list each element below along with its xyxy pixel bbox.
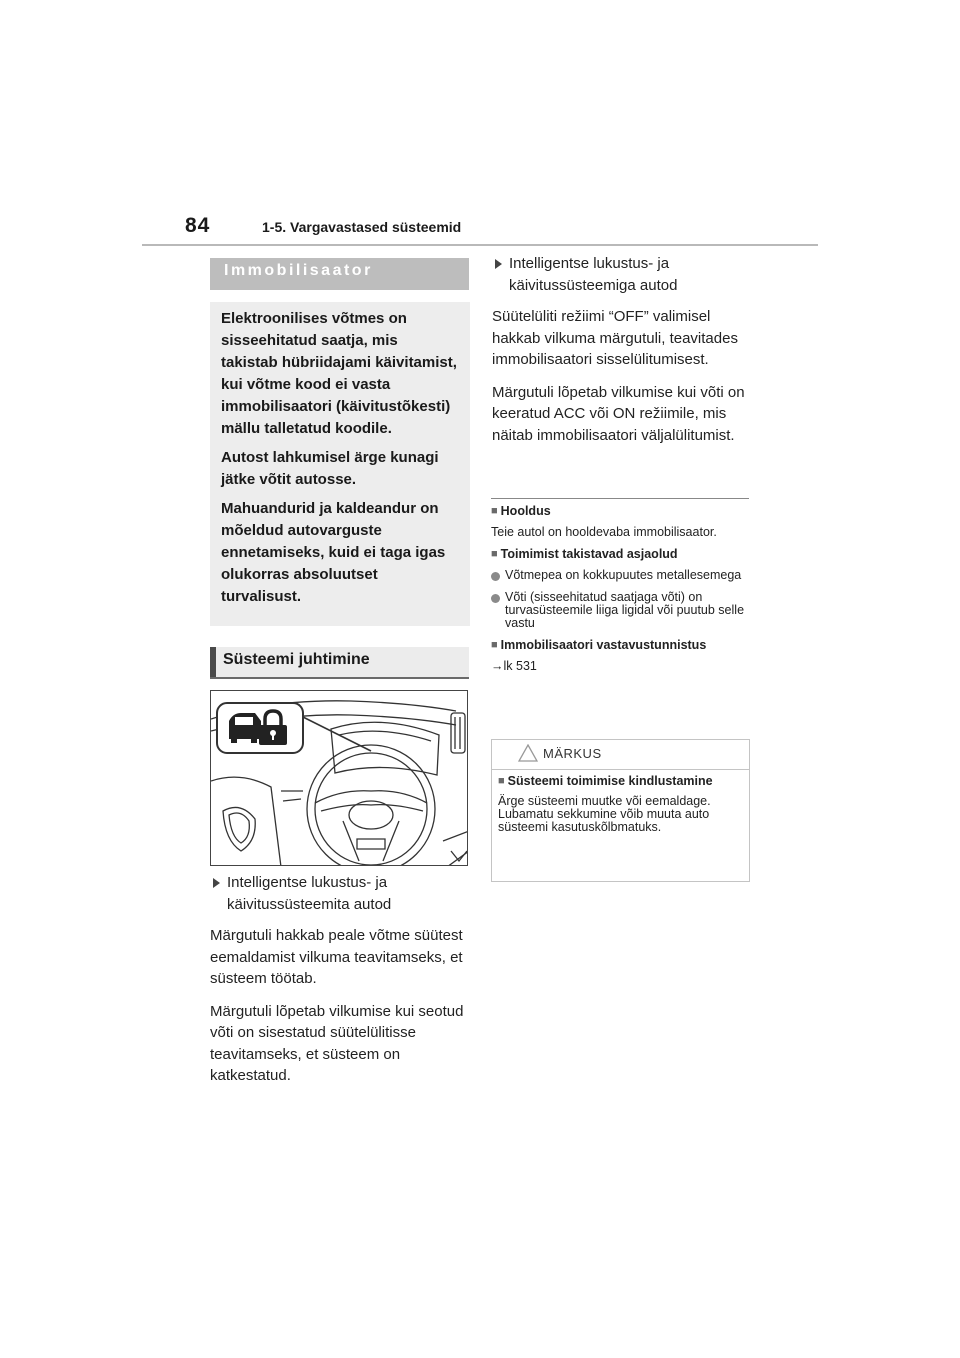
notes-divider [491, 498, 749, 499]
without-smart-paragraph: Märgutuli lõpetab vilkumise kui seotud võti on sisestatud süütelülitisse teavitamseks, et süsteem on katkestatud. [210, 1002, 464, 1084]
section-title: 1-5. Vargavastased süsteemid [262, 219, 462, 235]
vastavus-title: Immobilisaatori vastavustunnistus [500, 638, 707, 652]
immobilisaator-paragraph: Mahuandurid ja kaldeandur on mõeldud autovarguste ennetamiseks, kuid ei taga igas olukorras absoluutset turvalisust. [221, 500, 446, 605]
toimimist-title: Toimimist takistavad asjaolud [500, 547, 678, 561]
page-number: 84 [185, 214, 211, 237]
with-smart-paragraph: Süütelüliti režiimi “OFF” valimisel hakkab vilkuma märgutuli, teavitades immobilisaatori sisselülitumisest. [492, 308, 738, 368]
steering-wheel-dashboard-icon [211, 691, 468, 866]
square-bullet-icon: ■ [491, 548, 498, 560]
with-smart-system-section [492, 253, 754, 457]
immobilisaator-info-box [210, 302, 470, 626]
dashboard-illustration [210, 690, 468, 866]
header-divider [142, 244, 818, 246]
hooldus-title: Hooldus [500, 504, 551, 518]
immobilisaator-heading: Immobilisaator [210, 258, 469, 290]
list-item: Võti (sisseehitatud saatjaga võti) on turvasüsteemile liiga ligidal või puutub selle vastu [491, 591, 753, 630]
circle-bullet-icon [491, 572, 500, 581]
hooldus-text: Teie autol on hooldevaba immobilisaator. [491, 525, 717, 539]
square-bullet-icon: ■ [498, 775, 505, 787]
warning-text: Ärge süsteemi muutke või eemaldage. Lubamatu sekkumine võib muuta auto süsteemi kasutuskõlbmatuks. [498, 794, 711, 834]
circle-bullet-icon [491, 594, 500, 603]
square-bullet-icon: ■ [491, 639, 498, 651]
system-heading-rule [210, 677, 469, 679]
square-bullet-icon: ■ [491, 505, 498, 517]
warning-title: Süsteemi toimimise kindlustamine [507, 774, 713, 788]
without-smart-paragraph: Märgutuli hakkab peale võtme süütest eemaldamist vilkuma teavitamseks, et süsteem töötab. [210, 927, 463, 987]
with-smart-paragraph: Märgutuli lõpetab vilkumise kui võti on keeratud ACC või ON režiimile, mis näitab immobilisaatori väljalülitumist. [492, 383, 745, 444]
immobilisaator-paragraph: Elektroonilises võtmes on sisseehitatud saatja, mis takistab hübriidajami käivitamist, kui võtme kood ei vasta immobilisaatori (käivitustõkesti) mällu talletatud koodile. [221, 310, 457, 437]
warning-box [491, 739, 750, 882]
immobilisaator-paragraph: Autost lahkumisel ärge kunagi jätke võtit autosse. [221, 449, 439, 488]
warning-triangle-icon [518, 744, 538, 762]
without-smart-title: Intelligentse lukustus- ja käivitussüsteemita autod [227, 874, 392, 913]
triangle-bullet-icon [495, 259, 502, 269]
page-reference-link[interactable]: →lk 531 [491, 659, 537, 673]
list-item: Võtmepea on kokkupuutes metallesemega [491, 569, 753, 582]
with-smart-title: Intelligentse lukustus- ja käivitussüsteemiga autod [509, 255, 678, 294]
without-smart-system-section [210, 872, 472, 1098]
notes-section [491, 505, 753, 682]
warning-label: MÄRKUS [543, 746, 602, 761]
triangle-bullet-icon [213, 878, 220, 888]
system-heading: Süsteemi juhtimine [210, 647, 469, 678]
